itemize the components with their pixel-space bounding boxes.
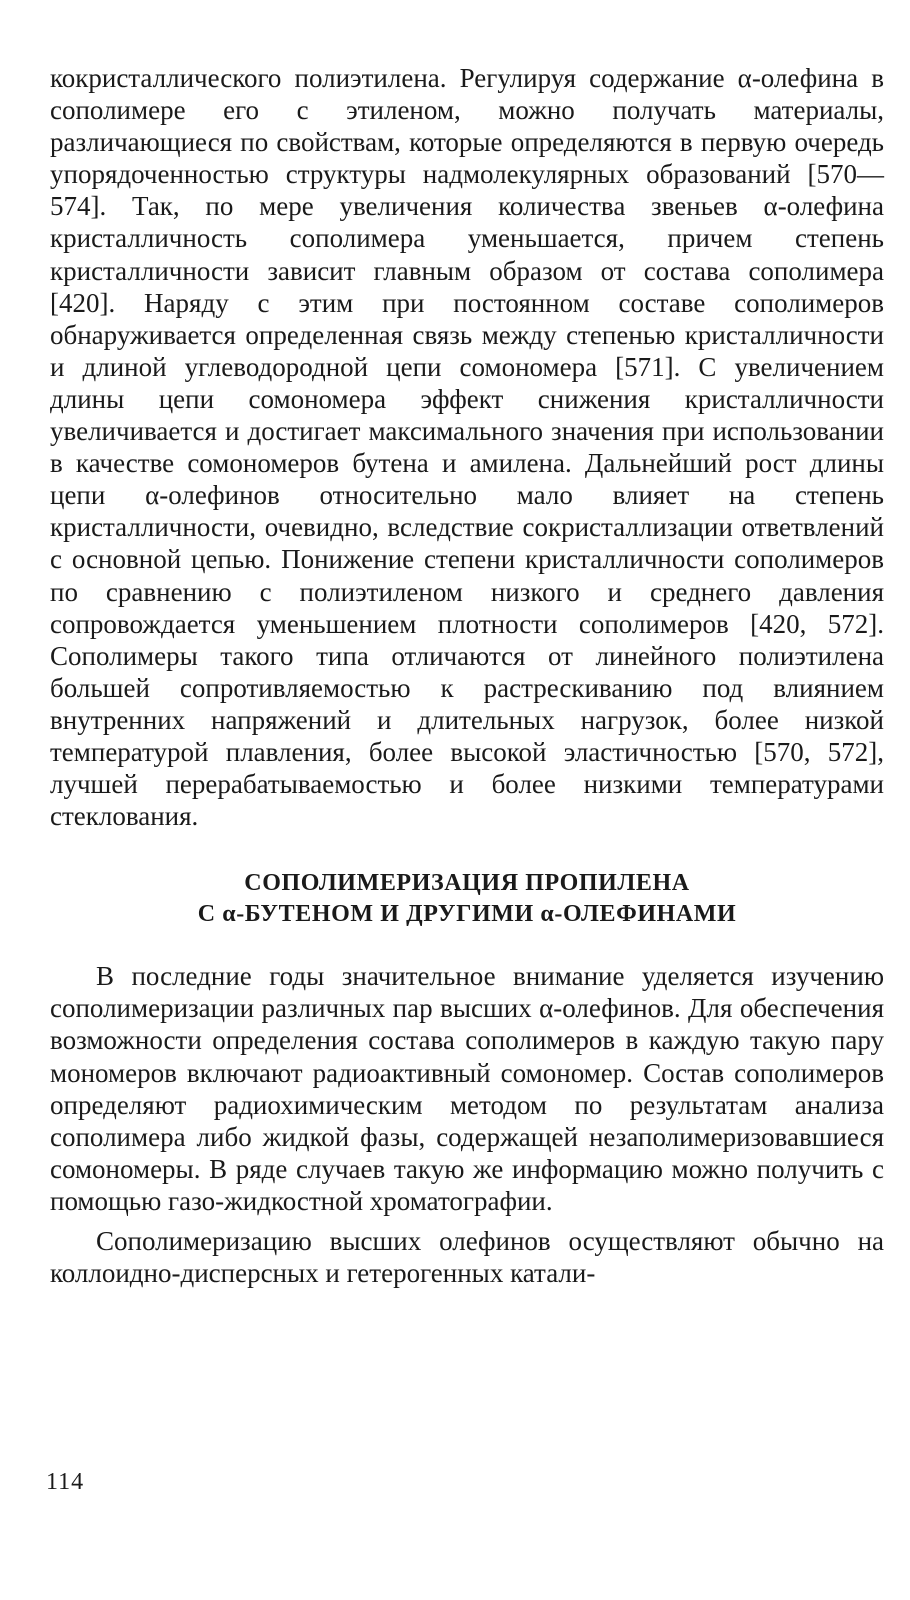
paragraph-catalysts: Сополимеризацию высших олефинов осуществляют обычно на коллоидно-дисперсных и гетерогенных катали-	[50, 1226, 884, 1289]
paragraph-copolymerization-intro: В последние годы значительное внимание уделяется изучению сополимеризации различных пар высших α-олефинов. Для обеспечения возможности определения состава сополимеров в каждую такую пару мономеров включают радиоактивный сомономер. Состав сополимеров определяют радиохимическим методом по результатам анализа сополимера либо жидкой фазы, содержащей незаполимеризовавшиеся сомономеры. В ряде случаев такую же информацию можно получить с помощью газо-жидкостной хроматографии.	[50, 961, 884, 1216]
section-heading-line-1: СОПОЛИМЕРИЗАЦИЯ ПРОПИЛЕНА	[244, 870, 690, 897]
page-number: 114	[46, 1469, 85, 1495]
continued-paragraph: кокристаллического полиэтилена. Регулируя содержание α-олефина в сополимере его с этиленом, можно получать материалы, различающиеся по свойствам, которые определяются в первую очередь упорядоченностью структуры надмолекулярных образований [570—574]. Так, по мере увеличения количества звеньев α-олефина кристалличность сополимера уменьшается, причем степень кристалличности зависит главным образом от состава сополимера [420]. Наряду с этим при постоянном составе сополимеров обнаруживается определенная связь между степенью кристалличности и длиной углеводородной цепи сомономера [571]. С увеличением длины цепи сомономера эффект снижения кристалличности увеличивается и достигает максимального значения при использовании в качестве сомономеров бутена и амилена. Дальнейший рост длины цепи α-олефинов относительно мало влияет на степень кристалличности, очевидно, вследствие сокристаллизации ответвлений с основной цепью. Понижение степени кристалличности сополимеров по сравнению с полиэтиленом низкого и среднего давления сопровождается уменьшением плотности сополимеров [420, 572]. Сополимеры такого типа отличаются от линейного полиэтилена большей сопротивляемостью к растрескиванию под влиянием внутренних напряжений и длительных нагрузок, более низкой температурой плавления, более высокой эластичностью [570, 572], лучшей перерабатываемостью и более низкими температурами стеклования.	[50, 63, 884, 832]
section-heading-line-2: С α-БУТЕНОМ И ДРУГИМИ α-ОЛЕФИНАМИ	[197, 901, 737, 928]
book-page	[50, 62, 884, 1289]
section-heading	[50, 868, 884, 930]
